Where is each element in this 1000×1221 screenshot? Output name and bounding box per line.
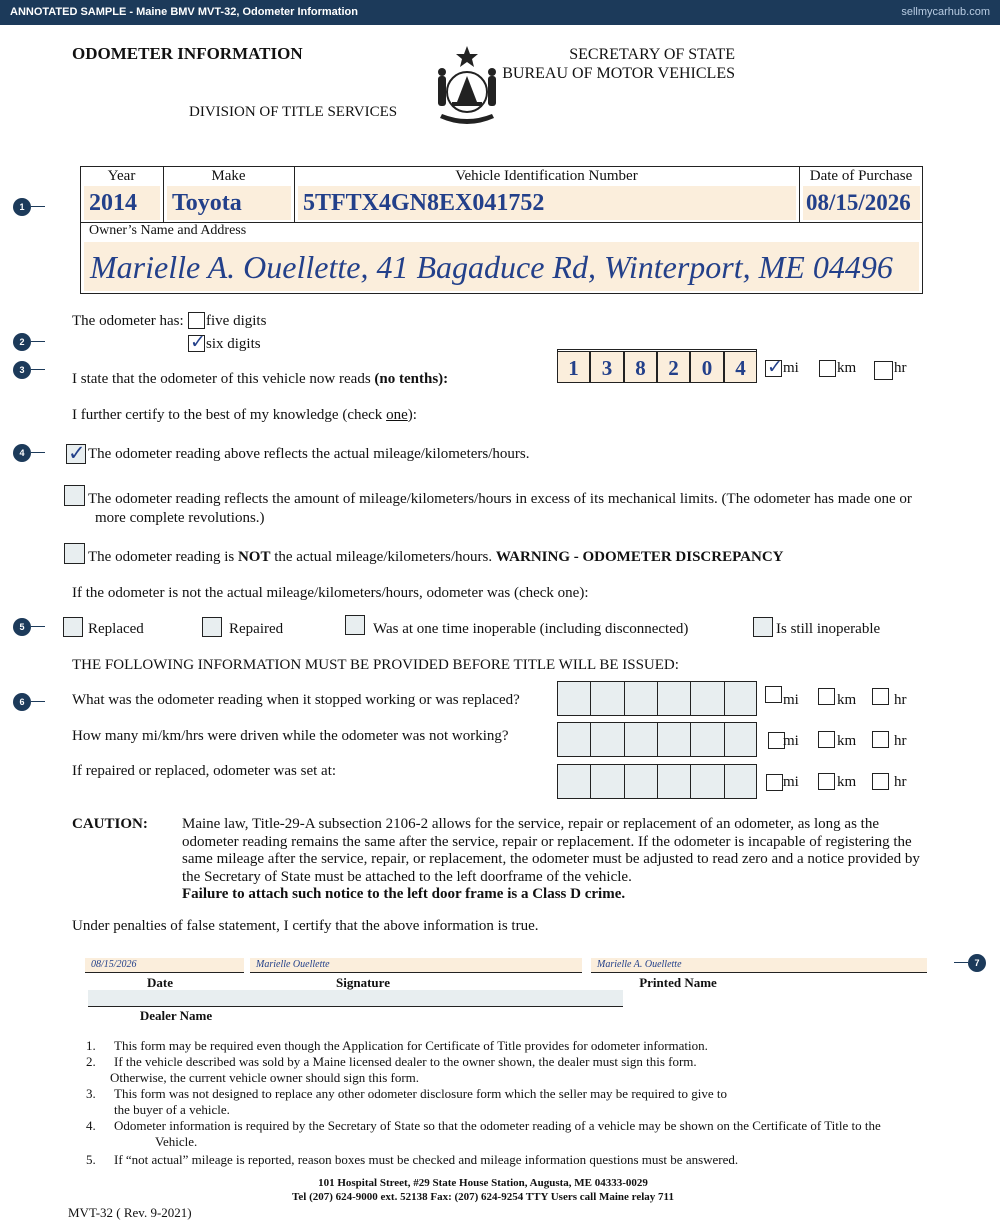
note-3-continued: the buyer of a vehicle. [114, 1102, 230, 1117]
stopped-km-label: km [837, 692, 857, 708]
miles-driven-question: How many mi/km/hrs were driven while the odometer was not working? [72, 728, 509, 744]
annotation-banner [0, 0, 1000, 25]
odometer-digit-box[interactable]: 1 [557, 351, 590, 383]
note-2: 2. If the vehicle described was sold by a Maine licensed dealer to the owner shown, the dealer must sign this form. [86, 1054, 697, 1069]
checkmark-icon: ✓ [190, 331, 206, 353]
note-2-continued: Otherwise, the current vehicle owner should sign this form. [110, 1070, 420, 1085]
footer-address: 101 Hospital Street, #29 State House Station, Augusta, ME 04333-0029 [318, 1177, 648, 1189]
note-4: 4. Odometer information is required by the Secretary of State so that the odometer reading of a vehicle may be shown on the Certificate of Title to the [86, 1118, 881, 1133]
caution-label: CAUTION: [72, 816, 148, 832]
reading-hr-label: hr [894, 360, 907, 376]
five-digits-label: five digits [206, 313, 267, 329]
owner-name-address-field[interactable]: Marielle A. Ouellette, 41 Bagaduce Rd, Winterport, ME 04496 [84, 242, 919, 291]
driven-mi-label: mi [783, 733, 799, 749]
stopped-hr-label: hr [894, 692, 907, 708]
still-inoperable-label: Is still inoperable [776, 621, 881, 637]
odometer-has-label: The odometer has: [72, 313, 184, 329]
note-4-continued: Vehicle. [155, 1134, 198, 1149]
penalty-statement: Under penalties of false statement, I certify that the above information is true. [72, 918, 539, 934]
agency-line-1: SECRETARY OF STATE [569, 46, 735, 63]
printed-name-field[interactable]: Marielle A. Ouellette [591, 958, 927, 972]
six-digits-label: six digits [206, 336, 261, 352]
note-1: 1. This form may be required even though the Application for Certificate of Title provides for odometer information. [86, 1038, 708, 1053]
annotation-marker: 1 [13, 198, 31, 216]
annotation-marker: 7 [968, 954, 986, 972]
stopped-km-checkbox[interactable] [818, 688, 835, 705]
banner-site-link[interactable]: sellmycarhub.com [901, 6, 990, 18]
set-at-hr-checkbox[interactable] [872, 773, 889, 790]
note-3: 3. This form was not designed to replace any other odometer disclosure form which the seller may be required to give to [86, 1086, 727, 1101]
reading-mi-label: mi [783, 360, 799, 376]
year-field[interactable]: 2014 [84, 186, 160, 220]
year-label: Year [107, 168, 136, 184]
repaired-checkbox[interactable] [202, 617, 222, 637]
note-5: 5. If “not actual” mileage is reported, reason boxes must be checked and mileage information questions must be answered. [86, 1152, 739, 1167]
make-field[interactable]: Toyota [167, 186, 291, 220]
set-at-mi-checkbox[interactable] [766, 774, 783, 791]
odometer-digit-box[interactable]: 3 [590, 351, 624, 383]
dealer-name-field[interactable] [88, 990, 623, 1007]
set-at-mi-label: mi [783, 774, 799, 790]
set-at-hr-label: hr [894, 774, 907, 790]
odometer-digit-box[interactable]: 2 [657, 351, 690, 383]
repaired-label: Repaired [229, 621, 284, 637]
owner-label: Owner’s Name and Address [89, 223, 247, 238]
annotation-marker: 2 [13, 333, 31, 351]
odometer-reading-statement: I state that the odometer of this vehicle now reads (no tenths): [72, 371, 449, 387]
footer-phone: Tel (207) 624-9000 ext. 52138 Fax: (207) 624-9254 TTY Users call Maine relay 711 [292, 1191, 674, 1203]
maine-state-seal-icon [432, 44, 502, 130]
reading-km-checkbox[interactable] [819, 360, 836, 377]
actual-mileage-checkbox[interactable] [66, 441, 86, 465]
certify-intro: I further certify to the best of my knowledge (check one): [72, 407, 417, 423]
stopped-mi-checkbox[interactable] [765, 686, 782, 703]
annotation-marker: 6 [13, 693, 31, 711]
exceeds-limits-checkbox[interactable] [64, 485, 85, 506]
signature-field[interactable]: Marielle Ouellette [250, 958, 582, 972]
agency-line-2: BUREAU OF MOTOR VEHICLES [502, 65, 735, 82]
annotation-marker: 3 [13, 361, 31, 379]
set-at-question: If repaired or replaced, odometer was set at: [72, 763, 337, 779]
exceeds-limits-label-line1: The odometer reading reflects the amount of mileage/kilometers/hours in excess of its mechanical limits. (The odometer has made one or [88, 491, 912, 507]
signature-label: Signature [336, 975, 390, 990]
not-actual-checkbox[interactable] [64, 543, 85, 564]
not-actual-label: The odometer reading is NOT the actual mileage/kilometers/hours. WARNING - ODOMETER DISCREPANCY [88, 549, 784, 565]
driven-hr-label: hr [894, 733, 907, 749]
dealer-name-label: Dealer Name [139, 1008, 213, 1023]
date-label: Date [147, 975, 173, 990]
odometer-digit-box[interactable]: 8 [624, 351, 657, 383]
actual-mileage-label: The odometer reading above reflects the actual mileage/kilometers/hours. [88, 446, 530, 462]
stopped-mi-label: mi [783, 692, 799, 708]
printed-name-label: Printed Name [639, 975, 717, 990]
banner-title: ANNOTATED SAMPLE - Maine BMV MVT-32, Odometer Information [10, 6, 358, 18]
set-at-km-checkbox[interactable] [818, 773, 835, 790]
signature-date-field[interactable]: 08/15/2026 [85, 958, 244, 972]
stopped-reading-question: What was the odometer reading when it stopped working or was replaced? [72, 692, 520, 708]
odometer-digit-box[interactable]: 0 [690, 351, 724, 383]
caution-text: Maine law, Title-29-A subsection 2106-2 allows for the service, repair or replacement of an odometer, as long as the odometer reading remains the same after the service, repair or replacement. If the odometer is incapable of registering the same mileage after the service, repair, or replacement, the odometer must be adjusted to read zero and a notice provided by the Secretary of State must be attached to the left doorframe of the vehicle. Failure to attach such notice to the left door frame is a Class D crime. [182, 816, 920, 903]
set-at-km-label: km [837, 774, 857, 790]
checkmark-icon: ✓ [767, 356, 783, 378]
make-label: Make [211, 168, 246, 184]
date-of-purchase-label: Date of Purchase [809, 168, 913, 184]
form-revision: MVT-32 ( Rev. 9-2021) [68, 1205, 192, 1220]
checkmark-icon: ✓ [68, 441, 86, 465]
six-digits-checkbox[interactable] [188, 331, 206, 353]
form-title: ODOMETER INFORMATION [72, 44, 303, 63]
replaced-checkbox[interactable] [63, 617, 83, 637]
vin-field[interactable]: 5TFTX4GN8EX041752 [298, 186, 796, 220]
vin-label: Vehicle Identification Number [455, 168, 638, 184]
replaced-label: Replaced [88, 621, 144, 637]
annotation-marker: 4 [13, 444, 31, 462]
annotation-marker: 5 [13, 618, 31, 636]
odometer-digit-box[interactable]: 4 [724, 351, 757, 383]
driven-km-label: km [837, 733, 857, 749]
reading-hr-checkbox[interactable] [874, 361, 893, 380]
still-inoperable-checkbox[interactable] [753, 617, 773, 637]
date-of-purchase-field[interactable]: 08/15/2026 [803, 186, 920, 220]
required-info-heading: THE FOLLOWING INFORMATION MUST BE PROVIDED BEFORE TITLE WILL BE ISSUED: [72, 657, 679, 673]
stopped-hr-checkbox[interactable] [872, 688, 889, 705]
five-digits-checkbox[interactable] [188, 312, 205, 329]
once-inoperable-checkbox[interactable] [345, 615, 365, 635]
division-label: DIVISION OF TITLE SERVICES [189, 104, 398, 120]
once-inoperable-label: Was at one time inoperable (including disconnected) [373, 621, 689, 637]
reading-km-label: km [837, 360, 857, 376]
driven-km-checkbox[interactable] [818, 731, 835, 748]
not-actual-intro: If the odometer is not the actual mileage/kilometers/hours, odometer was (check one): [72, 585, 589, 601]
reading-mi-checkbox[interactable] [765, 356, 783, 378]
driven-hr-checkbox[interactable] [872, 731, 889, 748]
exceeds-limits-label-line2: more complete revolutions.) [95, 510, 265, 526]
